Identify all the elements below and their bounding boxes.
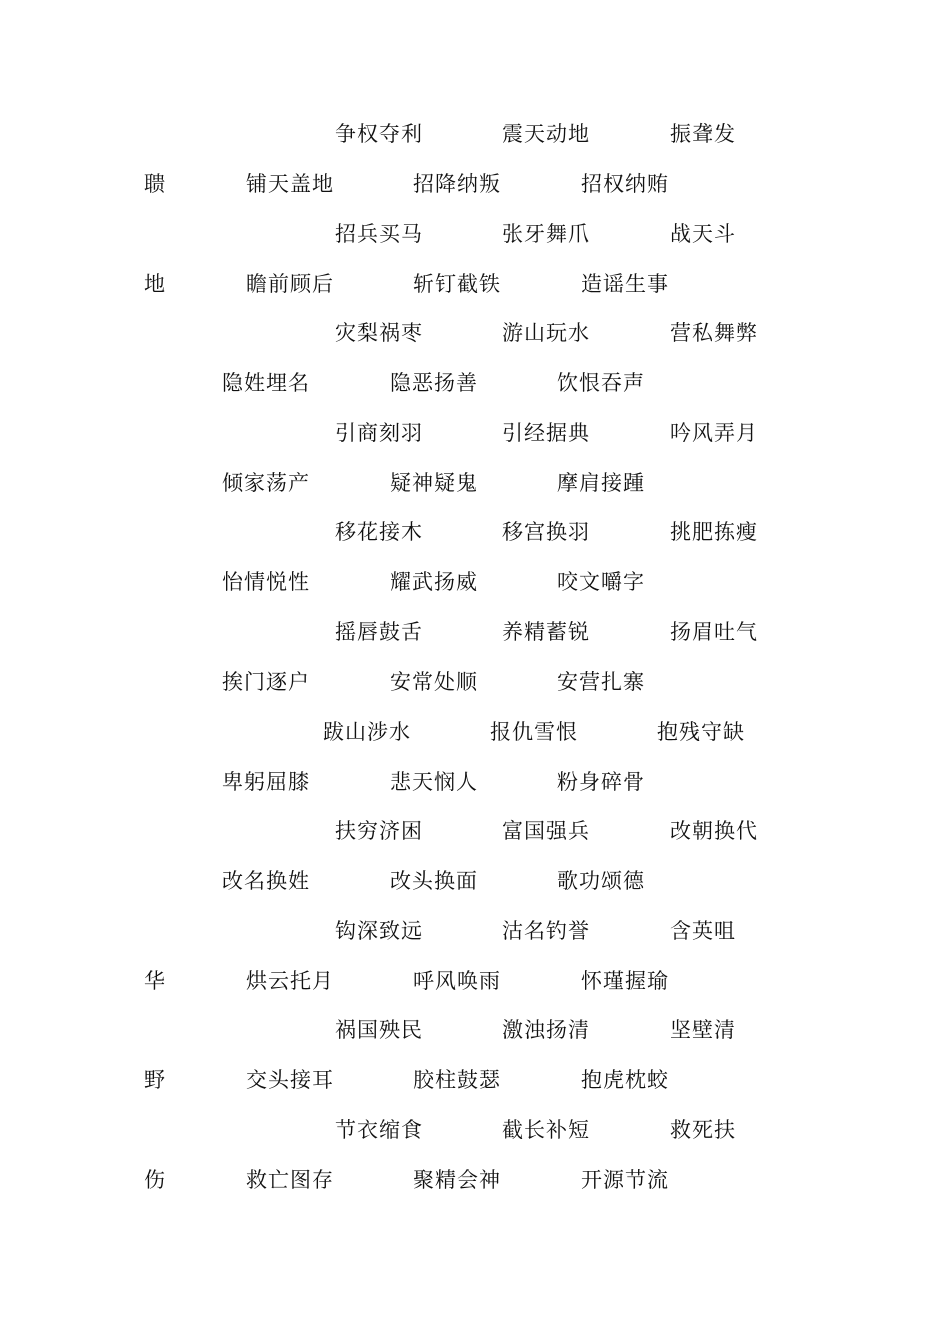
idiom: 张牙舞爪	[502, 222, 590, 246]
idiom-line	[0, 468, 950, 498]
idiom: 挑肥拣瘦	[670, 520, 758, 544]
idiom-line	[0, 169, 950, 199]
idiom-line	[0, 119, 950, 149]
idiom-line	[0, 816, 950, 846]
idiom: 改朝换代	[670, 819, 758, 843]
idiom-line	[0, 368, 950, 398]
idiom: 富国强兵	[502, 819, 590, 843]
idiom: 营私舞弊	[670, 321, 758, 345]
idiom: 灾梨祸枣	[335, 321, 423, 345]
idiom: 震天动地	[502, 122, 590, 146]
carry-over-char: 地	[144, 272, 166, 296]
idiom: 截长补短	[502, 1118, 590, 1142]
idiom: 振聋发	[670, 122, 736, 146]
idiom-line	[0, 1065, 950, 1095]
idiom-line	[0, 219, 950, 249]
idiom-line	[0, 866, 950, 896]
carry-over-char: 野	[144, 1068, 166, 1092]
idiom: 扬眉吐气	[670, 620, 758, 644]
idiom: 跋山涉水	[323, 720, 411, 744]
idiom: 摩肩接踵	[557, 471, 645, 495]
idiom: 坚壁清	[670, 1018, 736, 1042]
idiom: 造谣生事	[581, 272, 669, 296]
idiom: 倾家荡产	[222, 471, 310, 495]
idiom: 铺天盖地	[246, 172, 334, 196]
idiom: 隐恶扬善	[390, 371, 478, 395]
idiom: 招兵买马	[335, 222, 423, 246]
idiom: 报仇雪恨	[490, 720, 578, 744]
idiom: 咬文嚼字	[557, 570, 645, 594]
idiom-line	[0, 617, 950, 647]
idiom: 瞻前顾后	[246, 272, 334, 296]
idiom: 激浊扬清	[502, 1018, 590, 1042]
idiom-line	[0, 916, 950, 946]
idiom-line	[0, 318, 950, 348]
idiom: 沽名钓誉	[502, 919, 590, 943]
idiom: 交头接耳	[246, 1068, 334, 1092]
idiom: 救亡图存	[246, 1168, 334, 1192]
idiom-line	[0, 517, 950, 547]
idiom: 呼风唤雨	[413, 969, 501, 993]
idiom-line	[0, 767, 950, 797]
idiom: 救死扶	[670, 1118, 736, 1142]
idiom: 耀武扬威	[390, 570, 478, 594]
idiom: 吟风弄月	[670, 421, 758, 445]
idiom: 烘云托月	[246, 969, 334, 993]
idiom: 开源节流	[581, 1168, 669, 1192]
idiom: 斩钉截铁	[413, 272, 501, 296]
idiom: 游山玩水	[502, 321, 590, 345]
idiom: 改名换姓	[222, 869, 310, 893]
idiom: 扶穷济困	[335, 819, 423, 843]
idiom: 移花接木	[335, 520, 423, 544]
idiom: 怀瑾握瑜	[581, 969, 669, 993]
idiom: 招降纳叛	[413, 172, 501, 196]
idiom: 饮恨吞声	[557, 371, 645, 395]
idiom-line	[0, 1115, 950, 1145]
idiom: 挨门逐户	[222, 670, 310, 694]
idiom: 聚精会神	[413, 1168, 501, 1192]
idiom-line	[0, 418, 950, 448]
idiom: 争权夺利	[335, 122, 423, 146]
idiom: 疑神疑鬼	[390, 471, 478, 495]
carry-over-char: 伤	[144, 1168, 166, 1192]
idiom: 粉身碎骨	[557, 770, 645, 794]
idiom: 安常处顺	[390, 670, 478, 694]
idiom: 引经据典	[502, 421, 590, 445]
idiom: 改头换面	[390, 869, 478, 893]
idiom: 抱虎枕蛟	[581, 1068, 669, 1092]
idiom: 养精蓄锐	[502, 620, 590, 644]
idiom: 胶柱鼓瑟	[413, 1068, 501, 1092]
idiom-line	[0, 667, 950, 697]
idiom: 含英咀	[670, 919, 736, 943]
idiom: 隐姓埋名	[222, 371, 310, 395]
idiom: 移宫换羽	[502, 520, 590, 544]
idiom: 抱残守缺	[657, 720, 745, 744]
idiom: 歌功颂德	[557, 869, 645, 893]
idiom: 招权纳贿	[581, 172, 669, 196]
idiom: 战天斗	[670, 222, 736, 246]
idiom-line	[0, 1015, 950, 1045]
idiom: 节衣缩食	[335, 1118, 423, 1142]
idiom: 卑躬屈膝	[222, 770, 310, 794]
idiom-line	[0, 966, 950, 996]
idiom: 安营扎寨	[557, 670, 645, 694]
idiom: 钩深致远	[335, 919, 423, 943]
idiom: 祸国殃民	[335, 1018, 423, 1042]
idiom: 引商刻羽	[335, 421, 423, 445]
idiom-line	[0, 717, 950, 747]
idiom: 悲天悯人	[390, 770, 478, 794]
idiom: 怡情悦性	[222, 570, 310, 594]
idiom-line	[0, 567, 950, 597]
carry-over-char: 聩	[144, 172, 166, 196]
idiom-line	[0, 1165, 950, 1195]
idiom: 摇唇鼓舌	[335, 620, 423, 644]
carry-over-char: 华	[144, 969, 166, 993]
idiom-line	[0, 269, 950, 299]
